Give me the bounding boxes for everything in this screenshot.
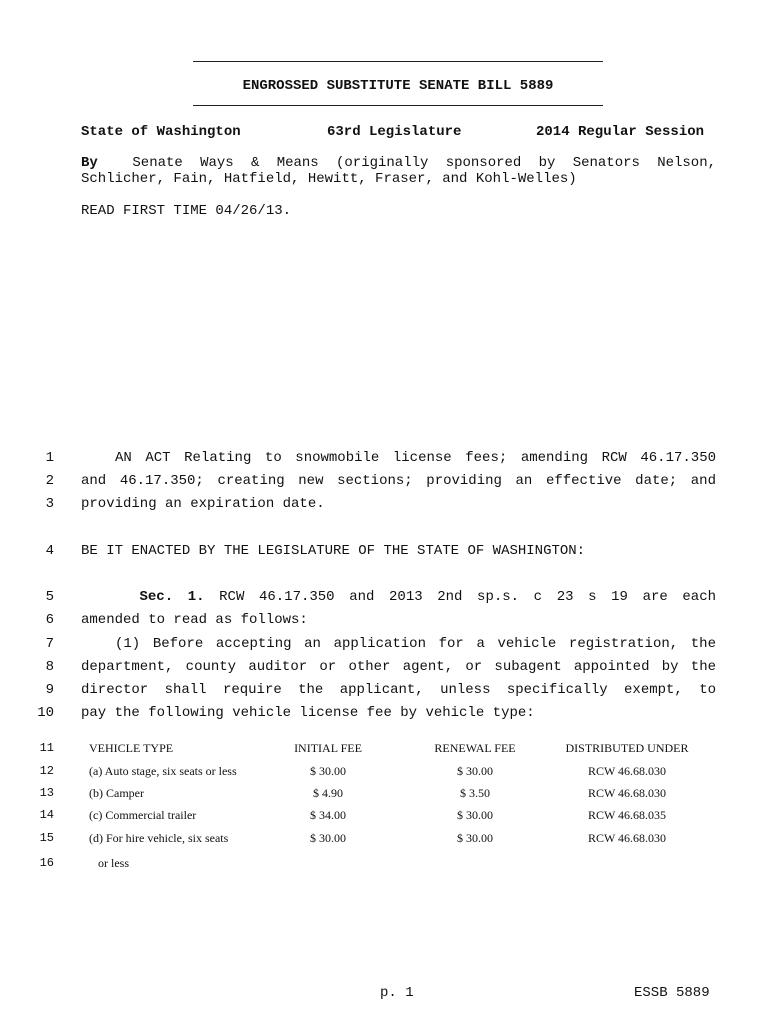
line-number: 4 bbox=[45, 543, 54, 559]
section-text: RCW 46.17.350 and 2013 2nd sp.s. c 23 s 19 are each bbox=[219, 589, 716, 605]
initial-fee-cell: $ 34.00 bbox=[310, 808, 346, 822]
line-number: 6 bbox=[45, 612, 54, 628]
vehicle-type-cell: (a) Auto stage, six seats or less bbox=[89, 764, 237, 778]
line-number: 8 bbox=[45, 659, 54, 675]
col-header-distributed-under: DISTRIBUTED UNDER bbox=[565, 741, 689, 755]
body-line: AN ACT Relating to snowmobile license fees; amending RCW 46.17.350 bbox=[115, 450, 716, 466]
body-line: pay the following vehicle license fee by vehicle type: bbox=[81, 705, 535, 721]
renewal-fee-cell: $ 30.00 bbox=[457, 764, 493, 778]
col-header-renewal-fee: RENEWAL FEE bbox=[434, 741, 516, 755]
vehicle-type-cell: (d) For hire vehicle, six seats bbox=[89, 831, 229, 845]
vehicle-type-cell: (c) Commercial trailer bbox=[89, 808, 197, 822]
body-line: providing an expiration date. bbox=[81, 496, 325, 512]
line-number: 9 bbox=[45, 682, 54, 698]
legislature-label: 63rd Legislature bbox=[327, 124, 462, 140]
line-number: 3 bbox=[45, 496, 54, 512]
line-number: 11 bbox=[39, 741, 54, 755]
body-line: director shall require the applicant, unless specifically exempt, to bbox=[81, 682, 716, 698]
line-number: 15 bbox=[39, 831, 54, 845]
body-line: (1) Before accepting an application for a vehicle registration, the bbox=[115, 636, 716, 652]
line-number: 5 bbox=[45, 589, 54, 605]
title-rule-top bbox=[193, 61, 603, 62]
initial-fee-cell: $ 30.00 bbox=[310, 764, 346, 778]
line-number: 7 bbox=[45, 636, 54, 652]
page-number: p. 1 bbox=[380, 985, 414, 1001]
vehicle-type-continuation: or less bbox=[98, 856, 129, 870]
body-line: and 46.17.350; creating new sections; providing an effective date; and bbox=[81, 473, 716, 489]
sponsor-line-2: Schlicher, Fain, Hatfield, Hewitt, Fraser, and Kohl-Welles) bbox=[81, 171, 577, 187]
renewal-fee-cell: $ 30.00 bbox=[457, 808, 493, 822]
line-number: 16 bbox=[39, 856, 54, 870]
session-label: 2014 Regular Session bbox=[536, 124, 705, 140]
initial-fee-cell: $ 4.90 bbox=[313, 786, 343, 800]
body-line: BE IT ENACTED BY THE LEGISLATURE OF THE STATE OF WASHINGTON: bbox=[81, 543, 586, 559]
distributed-under-cell: RCW 46.68.035 bbox=[587, 808, 667, 822]
renewal-fee-cell: $ 30.00 bbox=[457, 831, 493, 845]
by-label: By bbox=[81, 155, 98, 171]
distributed-under-cell: RCW 46.68.030 bbox=[587, 831, 667, 845]
distributed-under-cell: RCW 46.68.030 bbox=[587, 764, 667, 778]
title-rule-bottom bbox=[193, 105, 603, 106]
line-number: 10 bbox=[37, 705, 54, 721]
initial-fee-cell: $ 30.00 bbox=[310, 831, 346, 845]
distributed-under-cell: RCW 46.68.030 bbox=[587, 786, 667, 800]
bill-title: ENGROSSED SUBSTITUTE SENATE BILL 5889 bbox=[242, 78, 554, 94]
sponsor-text-1: Senate Ways & Means (originally sponsored by Senators Nelson, bbox=[132, 155, 717, 171]
col-header-vehicle-type: VEHICLE TYPE bbox=[89, 741, 174, 755]
line-number: 1 bbox=[45, 450, 54, 466]
col-header-initial-fee: INITIAL FEE bbox=[294, 741, 362, 755]
body-line: amended to read as follows: bbox=[81, 612, 308, 628]
line-number: 12 bbox=[39, 764, 54, 778]
body-line bbox=[81, 589, 716, 605]
renewal-fee-cell: $ 3.50 bbox=[460, 786, 490, 800]
line-number: 2 bbox=[45, 473, 54, 489]
body-line: department, county auditor or other agent, or subagent appointed by the bbox=[81, 659, 716, 675]
vehicle-type-cell: (b) Camper bbox=[89, 786, 144, 800]
read-first-time: READ FIRST TIME 04/26/13. bbox=[81, 203, 292, 219]
line-number: 13 bbox=[39, 786, 54, 800]
line-number: 14 bbox=[39, 808, 54, 822]
sponsor-line-1 bbox=[81, 155, 716, 171]
footer-bill-number: ESSB 5889 bbox=[634, 985, 710, 1001]
section-label: Sec. 1. bbox=[139, 589, 205, 605]
state-label: State of Washington bbox=[81, 124, 241, 140]
